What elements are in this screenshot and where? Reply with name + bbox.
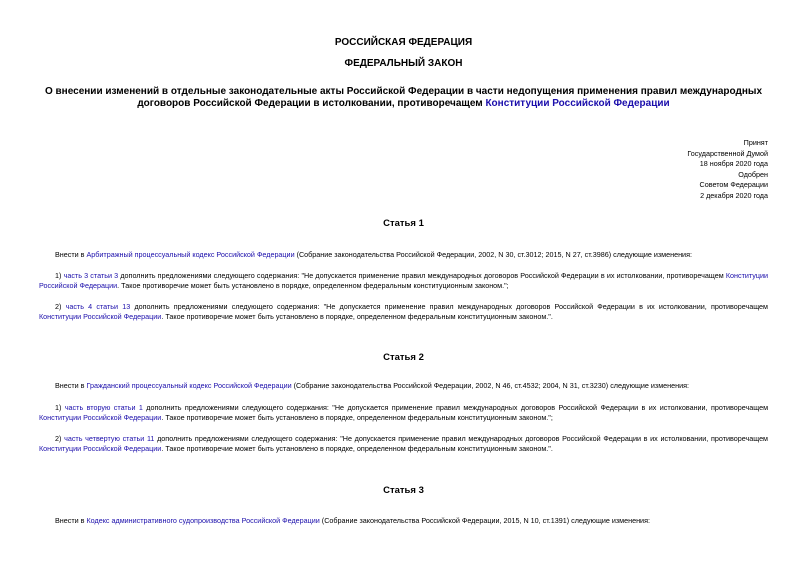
adoption-line: Государственной Думой [687, 148, 768, 158]
constitution-link[interactable]: Конституции Российской Федерации [39, 312, 162, 321]
adoption-line: Одобрен [738, 169, 768, 179]
article-3-intro: Внести в Кодекс административного судопроизводства Российской Федерации (Собрание законодательства Российской Федерации, 2015, N 10, ст.1391) следующие изменения: [55, 516, 650, 525]
adoption-line: Советом Федерации [699, 180, 768, 189]
article-2-item-1: 1) часть вторую статьи 1 дополнить предложениями следующего содержания: "Не допускается применение правил международных договоров Российской Федерации в их истолковании, противоречащем Конституции Российской Федерации. Такое противоречие может быть установлено в порядке, определенном федеральным конституционным законом."; [39, 403, 769, 422]
article-1-item-1: 1) часть 3 статьи 3 дополнить предложениями следующего содержания: "Не допускается применение правил международных договоров Российской Федерации в их истолковании, противоречащем Конституции Российской Федерации. Такое противоречие может быть установлено в порядке, определенном федеральным конституционным законом."; [39, 271, 768, 290]
article-2-item-2: 2) часть четвертую статьи 11 дополнить предложениями следующего содержания: "Не допускается применение правил международных договоров Российской Федерации в их истолковании, противоречащем Конституции Российской Федерации. Такое противоречие может быть установлено в порядке, определенном федеральным конституционным законом.". [39, 434, 769, 453]
apk-link[interactable]: Арбитражный процессуальный кодекс Российской Федерации [86, 250, 295, 259]
article-1-intro: Внести в Арбитражный процессуальный кодекс Российской Федерации (Собрание законодательства Российской Федерации, 2002, N 30, ст.3012; 2015, N 27, ст.3986) следующие изменения: [55, 250, 692, 259]
adoption-line: Принят [743, 138, 768, 147]
gpk-part2-art1-link[interactable]: часть вторую статьи 1 [64, 403, 143, 412]
gpk-part4-art11-link[interactable]: часть четвертую статьи 11 [64, 434, 155, 443]
constitution-link[interactable]: Конституции Российской Федерации [485, 98, 670, 109]
country-heading: РОССИЙСКАЯ ФЕДЕРАЦИЯ [334, 37, 473, 48]
law-title [40, 86, 767, 110]
gpk-link[interactable]: Гражданский процессуальный кодекс Российской Федерации [86, 381, 292, 390]
law-title-text: О внесении изменений в отдельные законодательные акты Российской Федерации в части недопущения применения правил международных договоров Российской Федерации в истолковании, противоречащем [44, 86, 763, 109]
article-1-item-2: 2) часть 4 статьи 13 дополнить предложениями следующего содержания: "Не допускается применение правил международных договоров Российской Федерации в их истолковании, противоречащем Конституции Российской Федерации. Такое противоречие может быть установлено в порядке, определенном федеральным конституционным законом.". [39, 302, 768, 321]
apk-part3-art3-link[interactable]: часть 3 статьи 3 [63, 271, 119, 280]
article-2-intro: Внести в Гражданский процессуальный кодекс Российской Федерации (Собрание законодательства Российской Федерации, 2002, N 46, ст.4532; 2004, N 31, ст.3230) следующие изменения: [55, 381, 690, 390]
adoption-line: 18 ноября 2020 года [699, 159, 768, 168]
constitution-link[interactable]: Конституции Российской Федерации [39, 444, 162, 453]
adoption-line: 2 декабря 2020 года [700, 190, 768, 200]
constitution-link[interactable]: Конституции Российской Федерации [39, 271, 768, 290]
apk-part4-art13-link[interactable]: часть 4 статьи 13 [65, 302, 131, 311]
article-2-heading: Статья 2 [383, 352, 424, 363]
constitution-link[interactable]: Конституции Российской Федерации [39, 413, 162, 422]
kas-link[interactable]: Кодекс административного судопроизводства Российской Федерации [86, 516, 320, 525]
article-1-heading: Статья 1 [383, 218, 424, 229]
doc-type-heading: ФЕДЕРАЛЬНЫЙ ЗАКОН [344, 58, 463, 69]
article-3-heading: Статья 3 [383, 485, 424, 496]
adoption-block [687, 138, 768, 201]
